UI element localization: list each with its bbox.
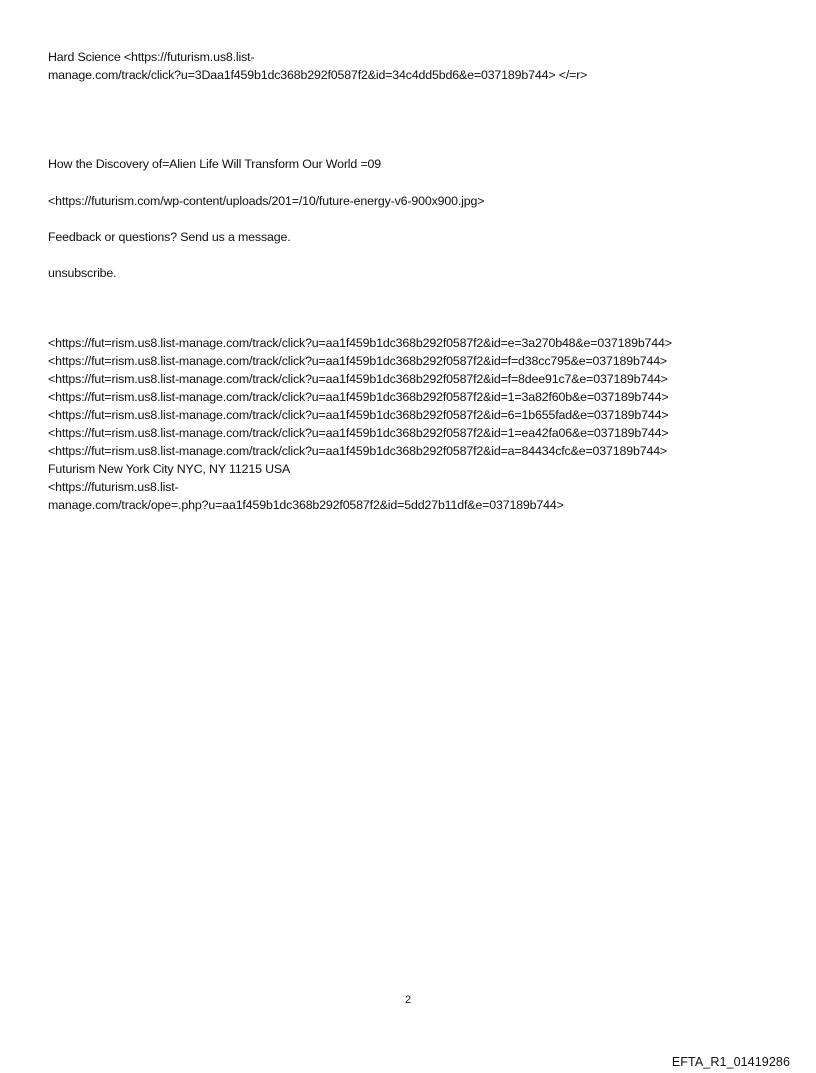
- document-id: EFTA_R1_01419286: [671, 1055, 790, 1069]
- tracking-link: <https://fut=rism.us8.list-manage.com/track/click?u=aa1f459b1dc368b292f0587f2&id=a=84434cfc&e=037189b744>: [48, 444, 668, 458]
- tracking-link: <https://fut=rism.us8.list-manage.com/track/click?u=aa1f459b1dc368b292f0587f2&id=e=3a270b48&e=037189b744>: [48, 336, 672, 350]
- unsubscribe-text: unsubscribe.: [48, 266, 117, 280]
- open-tracker-line-1: <https://futurism.us8.list-: [48, 480, 179, 494]
- header-line-1: Hard Science <https://futurism.us8.list-: [48, 50, 255, 64]
- page-number: 2: [404, 994, 412, 1006]
- image-link: <https://futurism.com/wp-content/uploads/201=/10/future-energy-v6-900x900.jpg>: [48, 194, 485, 208]
- header-line-2: manage.com/track/click?u=3Daa1f459b1dc368b292f0587f2&id=34c4dd5bd6&e=037189b744> </=r>: [48, 68, 588, 82]
- tracking-link: <https://fut=rism.us8.list-manage.com/track/click?u=aa1f459b1dc368b292f0587f2&id=f=8dee91c7&e=037189b744>: [48, 372, 668, 386]
- tracking-link: <https://fut=rism.us8.list-manage.com/track/click?u=aa1f459b1dc368b292f0587f2&id=1=3a82f60b&e=037189b744>: [48, 390, 669, 404]
- tracking-link: <https://fut=rism.us8.list-manage.com/track/click?u=aa1f459b1dc368b292f0587f2&id=6=1b655fad&e=037189b744>: [48, 408, 669, 422]
- article-title: How the Discovery of=Alien Life Will Transform Our World =09: [48, 157, 382, 171]
- tracking-link: <https://fut=rism.us8.list-manage.com/track/click?u=aa1f459b1dc368b292f0587f2&id=1=ea42fa06&e=037189b744>: [48, 426, 669, 440]
- feedback-text: Feedback or questions? Send us a message.: [48, 230, 291, 244]
- tracking-link: <https://fut=rism.us8.list-manage.com/track/click?u=aa1f459b1dc368b292f0587f2&id=f=d38cc795&e=037189b744>: [48, 354, 668, 368]
- address-line: Futurism New York City NYC, NY 11215 USA: [48, 462, 291, 476]
- open-tracker-line-2: manage.com/track/ope=.php?u=aa1f459b1dc368b292f0587f2&id=5dd27b11df&e=037189b744>: [48, 498, 564, 512]
- tracking-links-block: [48, 334, 672, 514]
